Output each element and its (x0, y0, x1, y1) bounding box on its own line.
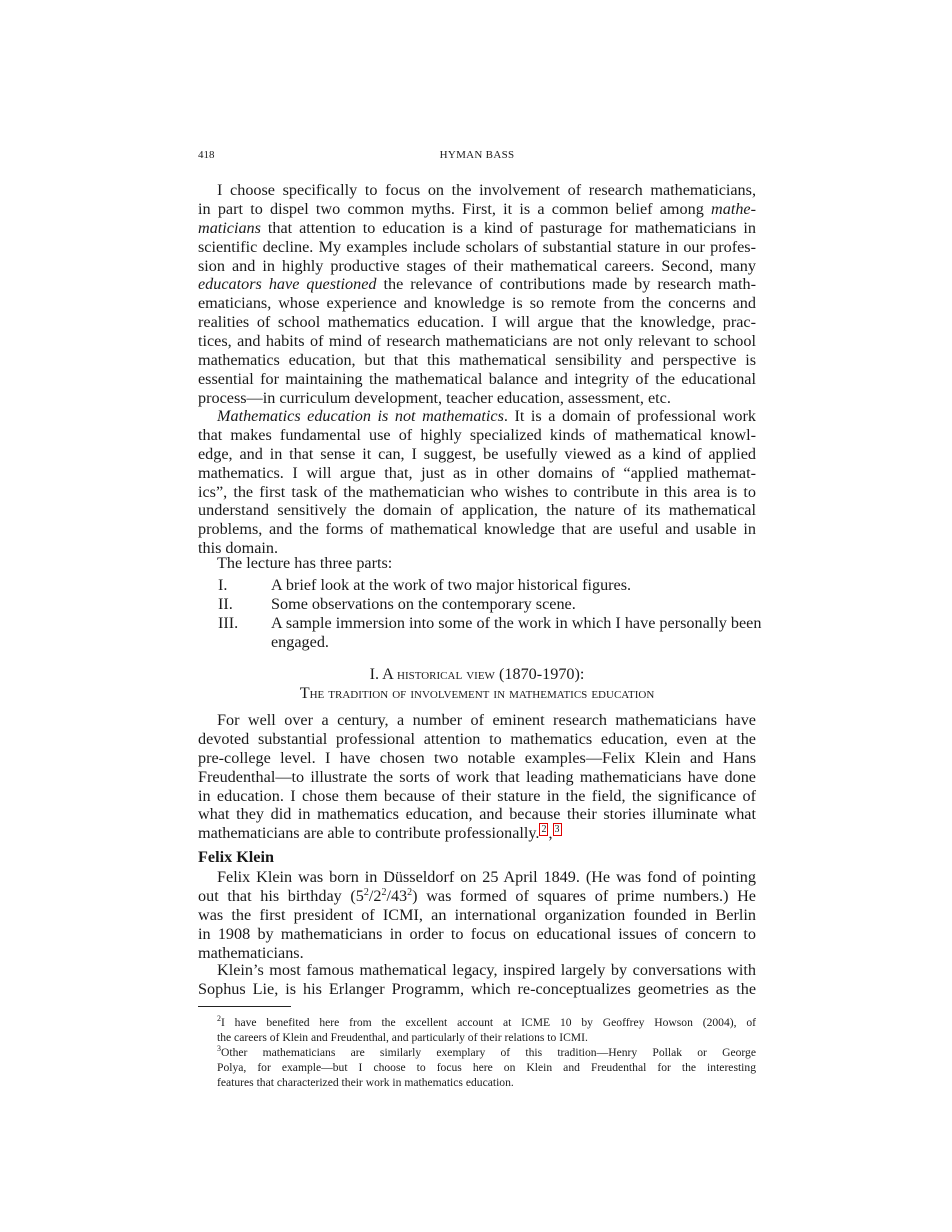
italic-text: mathe- (711, 199, 756, 218)
footnote-marker: 2 (217, 1014, 221, 1023)
text-run: problems, and the forms of mathematical knowledge that are useful and usable in (198, 520, 756, 539)
text-run: in 1908 by mathematicians in order to focus on educational issues of concern to (198, 924, 756, 943)
paragraph-research-mathematicians (198, 181, 756, 408)
text-line (198, 868, 756, 887)
text-run: Other mathematicians are similarly exemplary of this tradition—Henry Pollak or George (221, 1046, 756, 1059)
text-run: I have benefited here from the excellent account at ICME 10 by Geoffrey Howson (2004), of (221, 1016, 756, 1029)
text-line (198, 925, 756, 944)
text-run: devoted substantial professional attention to mathematics education, even at the (198, 729, 756, 748)
lecture-parts-list (218, 576, 762, 652)
running-title: HYMAN BASS (439, 149, 515, 161)
subsection-heading (198, 848, 756, 867)
text-run: pre-college level. I have chosen two notable examples—Felix Klein and Hans (198, 748, 756, 767)
text-line (198, 257, 756, 276)
paragraph-mathematics-education (198, 407, 756, 558)
text-line (198, 351, 756, 370)
list-item (218, 613, 762, 633)
footnote-line (198, 1015, 756, 1030)
text-run: mathematics. I will argue that, just as in other domains of “applied mathemat- (198, 463, 756, 482)
section-title: I. A historical view (1870-1970): (369, 665, 585, 683)
text-line (198, 313, 756, 332)
text-run: /43 (386, 886, 408, 905)
text-line (198, 370, 756, 389)
text-line (198, 445, 756, 464)
text-run: tices, and habits of mind of research mathematicians are not only relevant to school (198, 332, 756, 351)
footnote-line (198, 1060, 756, 1075)
text-line (198, 961, 756, 980)
text-run: I choose specifically to focus on the involvement of research mathematicians, (217, 181, 756, 199)
text-run: features that characterized their work in mathematics education. (217, 1076, 514, 1089)
text-line (198, 238, 756, 257)
list-number: III. (218, 613, 239, 632)
text-line (198, 906, 756, 925)
paragraph-erlanger-programm (198, 961, 756, 999)
text-line (198, 200, 756, 219)
text-run: that attention to education is a kind of pasturage for mathematicians in (260, 218, 756, 237)
footnote-link-3[interactable]: 3 (554, 824, 560, 836)
list-item-text: A sample immersion into some of the work in which I have personally been (271, 613, 762, 632)
superscript: 2 (381, 886, 387, 898)
text-run: realities of school mathematics education. I will argue that the knowledge, prac- (198, 313, 756, 332)
text-line (198, 887, 756, 906)
text-run: understand sensitively the domain of application, the nature of its mathematical (198, 501, 756, 520)
text-line (198, 219, 756, 238)
text-run: Polya, for example—but I choose to focus here on Klein and Freudenthal for the interesting (217, 1061, 756, 1074)
paragraph-historical-intro (198, 711, 756, 843)
list-item-text: Some observations on the contemporary scene. (271, 594, 576, 613)
text-run: process—in curriculum development, teacher education, assessment, etc. (198, 388, 671, 407)
text-run: mathematicians are able to contribute professionally. (198, 824, 540, 843)
text-line (198, 554, 756, 573)
text-line (198, 389, 756, 408)
text-run: ematicians, whose experience and knowledge is so remote from the concerns and (198, 294, 756, 313)
text-run: mathematics education, but that this mathematical sensibility and perspective is (198, 351, 756, 370)
text-run: in education. I chose them because of their stature in the field, the significance of (198, 786, 756, 805)
footnote-rule (198, 1006, 291, 1007)
text-line (198, 181, 756, 200)
list-item (218, 576, 756, 595)
text-run: /2 (368, 886, 382, 905)
text-run: Felix Klein was born in Düsseldorf on 25 April 1849. (He was fond of pointing (217, 868, 756, 886)
running-header (198, 149, 756, 165)
subsection-title: Felix Klein (198, 848, 274, 866)
text-line (198, 275, 756, 294)
list-item-continuation: engaged. (271, 632, 329, 651)
text-line (198, 711, 756, 730)
list-item (218, 595, 756, 614)
text-run: ics”, the first task of the mathematician who wishes to contribute in this area is to (198, 482, 756, 501)
text-line (198, 768, 756, 787)
text-line (198, 501, 756, 520)
text-line (198, 294, 756, 313)
superscript: 2 (363, 886, 369, 898)
italic-text: educators have questioned (198, 275, 377, 294)
text-line (198, 944, 756, 963)
text-run: the careers of Klein and Freudenthal, and particularly of their relations to ICMI. (217, 1031, 588, 1044)
text-run: in part to dispel two common myths. First, it is a common belief among (198, 199, 712, 218)
text-run: what they did in mathematics education, and because their stories illuminate what (198, 805, 756, 824)
text-run: that makes fundamental use of highly specialized kinds of mathematical knowl- (198, 425, 756, 444)
text-line (198, 483, 756, 502)
text-run: The lecture has three parts: (217, 554, 393, 572)
text-line (198, 407, 756, 426)
text-line (198, 805, 756, 824)
text-run: out that his birthday (5 (198, 886, 364, 905)
text-run: Klein’s most famous mathematical legacy, inspired largely by conversations with (217, 961, 756, 979)
list-number: I. (218, 576, 228, 594)
text-line (198, 749, 756, 768)
text-run: ) was formed of squares of prime numbers.) He (412, 886, 756, 905)
footnote-link-2[interactable]: 2 (541, 824, 547, 836)
text-line (198, 426, 756, 445)
text-line (198, 730, 756, 749)
list-number: II. (218, 594, 233, 613)
text-run: the relevance of contributions made by research math- (376, 275, 757, 294)
text-run: Freudenthal—to illustrate the sorts of work that leading mathematicians have done (198, 767, 756, 786)
text-run: edge, and in that sense it can, I suggest, be usefully viewed as a kind of applied (198, 444, 756, 463)
footnote-marker: 3 (217, 1044, 221, 1053)
footnote-line (198, 1045, 756, 1060)
text-line (198, 787, 756, 806)
text-run: this domain. (198, 539, 279, 558)
text-run: scientific decline. My examples include scholars of substantial stature in our profes- (198, 237, 756, 256)
text-line (198, 464, 756, 483)
section-heading (198, 665, 756, 703)
text-run: sion and in highly productive stages of their mathematical careers. Second, many (198, 256, 756, 275)
text-run: , (548, 824, 553, 843)
list-item-text: A brief look at the work of two major historical figures. (271, 576, 632, 594)
paragraph-lecture-parts (198, 554, 756, 573)
page-number: 418 (198, 149, 215, 161)
italic-text: maticians (198, 218, 261, 237)
footnotes (198, 1015, 756, 1090)
footnote-line (198, 1030, 756, 1045)
superscript: 2 (407, 886, 413, 898)
text-line (198, 520, 756, 539)
italic-text: Mathematics education is not mathematics (217, 407, 504, 425)
section-subtitle: The tradition of involvement in mathematics education (299, 683, 655, 702)
text-run: essential for maintaining the mathematical balance and integrity of the educational (198, 369, 756, 388)
text-line (198, 332, 756, 351)
text-line (198, 824, 756, 843)
paragraph-klein-birth (198, 868, 756, 962)
text-run: was the first president of ICMI, an international organization founded in Berlin (198, 905, 756, 924)
text-run: . It is a domain of professional work (503, 407, 756, 425)
text-line (198, 980, 756, 999)
text-run: For well over a century, a number of eminent research mathematicians have (217, 711, 756, 729)
text-run: mathematicians. (198, 943, 304, 962)
text-run: Sophus Lie, is his Erlanger Programm, which re-conceptualizes geometries as the (198, 979, 756, 998)
footnote-line (198, 1075, 756, 1090)
